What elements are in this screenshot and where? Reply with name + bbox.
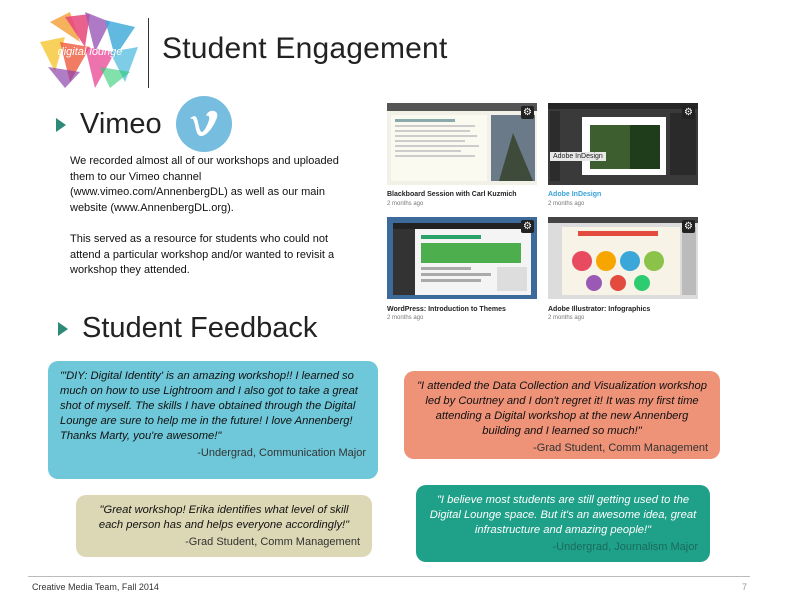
video-thumbnail-wordpress[interactable] [387,217,537,299]
video-age-3: 2 months ago [387,315,424,321]
video-age-4: 2 months ago [548,315,585,321]
indesign-overlay-label: Adobe InDesign [550,152,606,161]
triangle-bullet-icon [58,322,68,336]
feedback-quote-4 [416,485,710,562]
feedback-quote-1 [48,361,378,479]
video-age-1: 2 months ago [387,201,424,207]
vimeo-icon[interactable] [176,96,232,152]
video-title-1[interactable]: Blackboard Session with Carl Kuzmich [387,191,517,198]
feedback-quote-3 [76,495,372,557]
title-divider [148,18,149,88]
feedback-quote-2 [404,371,720,459]
video-thumbnail-indesign[interactable] [548,103,698,185]
feedback-heading [58,312,317,345]
digital-lounge-logo [40,12,140,88]
vimeo-paragraph-2: This served as a resource for students who could not attend a particular workshop and/or wanted to revisit a workshop they attended. [70,233,335,276]
feedback-heading-label: Student Feedback [82,312,318,344]
quote-attribution: -Undergrad, Journalism Major [552,541,698,553]
vimeo-heading [56,108,162,141]
vimeo-paragraph-1: We recorded almost all of our workshops and uploaded them to our Vimeo channel (www.vimeo.com/AnnenbergDL) as well as our main website (www.AnnenbergDL.org). [70,155,339,214]
vimeo-heading-label: Vimeo [80,108,162,140]
logo-text: digital lounge [57,46,123,58]
triangle-bullet-icon [56,118,66,132]
video-thumbnail-illustrator[interactable] [548,217,698,299]
video-title-2[interactable]: Adobe InDesign [548,191,602,198]
quote-text: "Great workshop! Erika identifies what level of skill each person has and helps everyone accordingly!" [98,504,350,531]
video-age-2: 2 months ago [548,201,585,207]
gear-icon[interactable]: ⚙ [682,220,695,233]
quote-attribution: -Undergrad, Communication Major [197,447,366,459]
footer-text: Creative Media Team, Fall 2014 [32,582,159,592]
video-title-4[interactable]: Adobe Illustrator: Infographics [548,306,651,313]
quote-attribution: -Grad Student, Comm Management [533,442,708,454]
video-thumbnail-blackboard[interactable] [387,103,537,185]
gear-icon[interactable]: ⚙ [521,220,534,233]
page-number: 7 [742,582,748,592]
quote-attribution: -Grad Student, Comm Management [185,536,360,548]
gear-icon[interactable]: ⚙ [682,106,695,119]
quote-text: "I believe most students are still getting used to the Digital Lounge space. But it's an awesome idea, great infrastructure and amazing people!" [429,494,697,536]
footer-divider [28,576,750,577]
gear-icon[interactable]: ⚙ [521,106,534,119]
video-title-3[interactable]: WordPress: Introduction to Themes [387,306,506,313]
page-title: Student Engagement [162,32,448,65]
quote-text: "I attended the Data Collection and Visualization workshop led by Courtney and I don't regret it! It was my first time attending a Digital workshop at the new Annenberg building and I learned so much!" [417,380,707,437]
quote-text: "'DIY: Digital Identity' is an amazing workshop!! I learned so much on how to use Lightroom and I also got to take a great shot of myself. The skills I have obtained through the Digital Lounge are sure to help me in the future! I love Annenberg! Thanks Marty, you're awesome!" [60,370,358,442]
